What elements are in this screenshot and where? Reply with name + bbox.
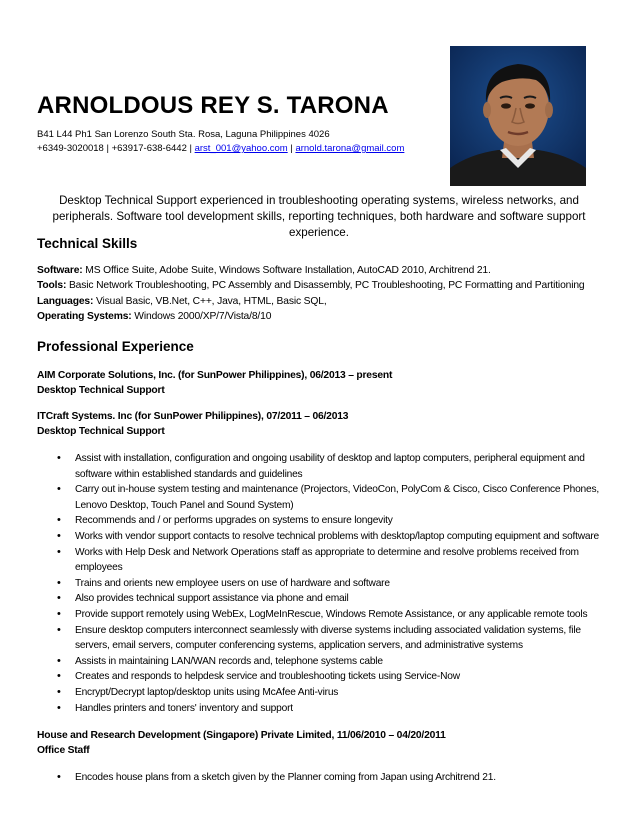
skill-label: Software: xyxy=(37,265,83,276)
job-title: Office Staff xyxy=(37,744,90,756)
skill-value: Basic Network Troubleshooting, PC Assembly and Disassembly, PC Troubleshooting, PC Formatting and Partitioning xyxy=(66,280,585,292)
list-item: • Assists in maintaining LAN/WAN records and, telephone systems cable xyxy=(50,654,605,670)
list-item: • Works with vendor support contacts to resolve technical problems with desktop/laptop computing equipment and software xyxy=(50,529,605,545)
profile-photo xyxy=(450,46,586,186)
address: B41 L44 Ph1 San Lorenzo South Sta. Rosa, Laguna Philippines 4026 xyxy=(37,129,330,140)
contact-separator: | xyxy=(287,143,296,154)
job-title: Desktop Technical Support xyxy=(37,425,165,437)
job-duties-itcraft xyxy=(50,451,605,716)
contact-line xyxy=(37,143,404,154)
professional-summary: Desktop Technical Support experienced in troubleshooting operating systems, wireless networks, and peripherals. Software tool development skills, reporting techniques, both hardware and software support experience. xyxy=(52,194,586,239)
job-company: AIM Corporate Solutions, Inc. (for SunPower Philippines), 06/2013 – present xyxy=(37,370,393,381)
list-item: • Recommends and / or performs upgrades on systems to ensure longevity xyxy=(50,513,605,529)
email-link-yahoo[interactable]: arst_001@yahoo.com xyxy=(194,143,288,154)
skill-value: MS Office Suite, Adobe Suite, Windows Software Installation, AutoCAD 2010, Architrend 21. xyxy=(82,265,491,276)
job-duties-house-research xyxy=(50,770,605,786)
job-entry-house-research xyxy=(37,729,446,758)
job-company: ITCraft Systems. Inc (for SunPower Philippines), 07/2011 – 06/2013 xyxy=(37,411,349,422)
list-item: • Works with Help Desk and Network Operations staff as appropriate to determine and resolve problems received from employees xyxy=(50,545,605,576)
skill-value: Visual Basic, VB.Net, C++, Java, HTML, Basic SQL, xyxy=(93,295,327,307)
skill-label: Tools: xyxy=(37,280,67,292)
skill-row-software xyxy=(37,263,585,278)
list-item: • Also provides technical support assistance via phone and email xyxy=(50,591,605,607)
list-item: • Trains and orients new employee users on use of hardware and software xyxy=(50,576,605,592)
skill-row-tools xyxy=(37,278,585,293)
skill-label: Operating Systems: xyxy=(37,310,132,322)
list-item: • Ensure desktop computers interconnect seamlessly with diverse systems including associated validation systems, file servers, email servers, computer conferencing systems, application servers, and administrative systems xyxy=(50,623,605,654)
list-item: • Provide support remotely using WebEx, LogMeInRescue, Windows Remote Assistance, or any applicable remote tools xyxy=(50,607,605,623)
professional-experience-heading: Professional Experience xyxy=(37,339,194,354)
skill-row-languages xyxy=(37,294,585,309)
technical-skills-list xyxy=(37,263,585,324)
skill-value: Windows 2000/XP/7/Vista/8/10 xyxy=(131,310,272,322)
skill-label: Languages: xyxy=(37,295,94,307)
list-item: • Encodes house plans from a sketch given by the Planner coming from Japan using Architrend 21. xyxy=(50,770,605,786)
job-title: Desktop Technical Support xyxy=(37,384,165,396)
list-item: • Encrypt/Decrypt laptop/desktop units using McAfee Anti-virus xyxy=(50,685,605,701)
technical-skills-heading: Technical Skills xyxy=(37,236,138,251)
job-entry-aim xyxy=(37,369,392,398)
email-link-gmail[interactable]: arnold.tarona@gmail.com xyxy=(295,143,405,154)
portrait-illustration xyxy=(450,46,586,186)
phone-numbers: +6349-3020018 | +63917-638-6442 | xyxy=(37,143,195,154)
job-entry-itcraft xyxy=(37,410,348,439)
job-company: House and Research Development (Singapore) Private Limited, 11/06/2010 – 04/20/2011 xyxy=(37,730,446,741)
list-item: • Assist with installation, configuration and ongoing usability of desktop and laptop computers, peripheral equipment and software within established standards and guidelines xyxy=(50,451,605,482)
list-item: • Creates and responds to helpdesk service and troubleshooting tickets using Service-Now xyxy=(50,669,605,685)
list-item: • Carry out in-house system testing and maintenance (Projectors, VideoCon, PolyCom & Cisco, Cisco Conference Phones, Lenovo Desktop, Touch Panel and Sound System) xyxy=(50,482,605,513)
skill-row-operating-systems xyxy=(37,309,585,324)
candidate-name: ARNOLDOUS REY S. TARONA xyxy=(37,92,389,119)
list-item: • Handles printers and toners' inventory and support xyxy=(50,701,605,717)
